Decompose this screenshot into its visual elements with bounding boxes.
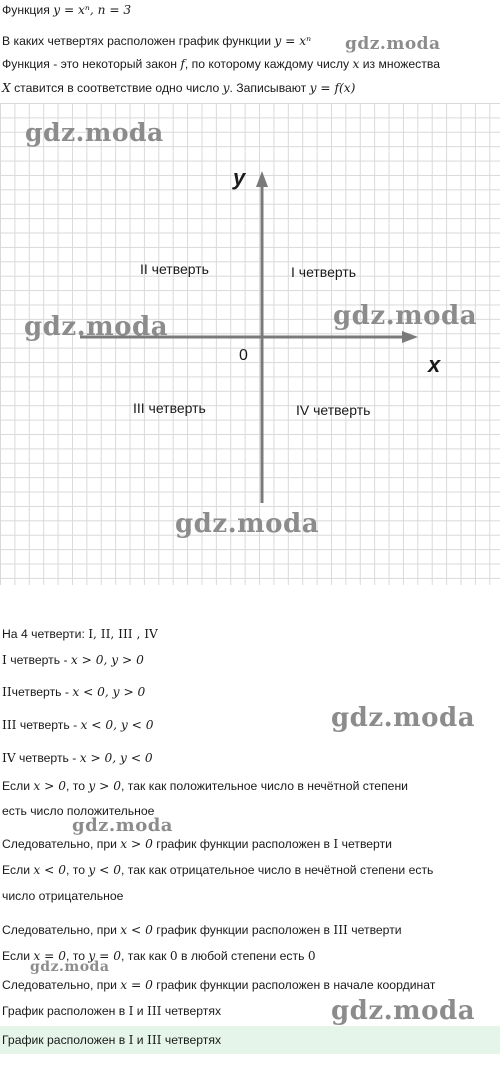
solution-text: четверти <box>347 923 402 937</box>
negative-case-line-2: число отрицательное <box>2 889 124 903</box>
solution-math: x < 0, y < 0 <box>80 718 154 732</box>
graph-location <box>2 1003 221 1019</box>
solution-math: x > 0, y < 0 <box>79 751 153 765</box>
solution-math: III <box>147 1004 162 1018</box>
task-question-text: В каких четвертях расположен график функции <box>2 34 275 48</box>
solution-text: четверть - <box>6 653 71 667</box>
solution-text: четверть - <box>15 751 80 765</box>
watermark: gdz.moda <box>24 312 169 342</box>
quarter-4-condition <box>2 750 153 766</box>
y-axis-arrow <box>256 171 268 187</box>
watermark: gdz.moda <box>25 118 164 147</box>
definition-math: y <box>222 81 230 95</box>
negative-case-line-1 <box>2 862 433 878</box>
solution-math: y > 0 <box>88 779 121 793</box>
solution-math: y < 0 <box>88 863 121 877</box>
conclusion-negative <box>2 922 402 938</box>
quarter-3-condition <box>2 717 153 733</box>
quarter-2-condition <box>2 684 145 700</box>
solution-text: , так как <box>121 949 170 963</box>
origin-label: 0 <box>239 347 248 364</box>
answer-part: четвертях <box>161 1033 222 1047</box>
solution-text: График расположен в <box>2 1004 129 1018</box>
solution-math: x > 0, y > 0 <box>70 653 144 667</box>
solution-math: I, II, III , IV <box>88 627 158 641</box>
solution-text: , так как отрицательное число в нечётной степени есть <box>121 863 434 877</box>
definition-math: f <box>180 57 185 71</box>
solution-text: , то <box>66 863 89 877</box>
solution-math: x < 0 <box>120 923 153 937</box>
task-question-math: y = xⁿ <box>274 34 312 48</box>
solution-math: II <box>2 685 12 699</box>
answer-text <box>2 1032 221 1048</box>
definition-line-1 <box>2 56 440 72</box>
solution-text: , так как положительное число в нечётной степени <box>121 779 408 793</box>
task-title-text: Функция <box>2 3 54 17</box>
answer-part: График расположен в <box>2 1033 129 1047</box>
solution-text: На 4 четверти: <box>2 627 89 641</box>
solution-text: и <box>133 1004 148 1018</box>
solution-text: график функции расположен в <box>152 837 334 851</box>
answer-math: I <box>128 1033 134 1047</box>
definition-math: x <box>352 57 360 71</box>
solution-text: , то <box>66 779 89 793</box>
solution-math: x < 0 <box>33 863 66 877</box>
task-title <box>2 2 131 18</box>
solution-math: 0 <box>307 949 316 963</box>
solution-text: Если <box>2 779 34 793</box>
watermark: gdz.moda <box>345 34 441 54</box>
watermark: gdz.moda <box>333 301 478 331</box>
solution-text: Следовательно, при <box>2 978 121 992</box>
answer-math: III <box>147 1033 162 1047</box>
definition-text: . Записывают <box>229 81 310 95</box>
solution-math: III <box>333 923 348 937</box>
solution-math: x < 0, y > 0 <box>72 685 146 699</box>
watermark: gdz.moda <box>175 509 320 539</box>
watermark: gdz.moda <box>331 703 476 733</box>
x-axis-label: x <box>428 352 441 377</box>
solution-text: Если <box>2 863 34 877</box>
solution-math: 0 <box>169 949 178 963</box>
definition-math: y = f(x) <box>309 81 356 95</box>
solution-math: x = 0 <box>120 978 153 992</box>
quadrant-1-label: I четверть <box>291 264 357 280</box>
definition-math: X <box>2 81 11 95</box>
solution-text: Если <box>2 949 34 963</box>
positive-case-line-1 <box>2 778 408 794</box>
solution-text: график функции расположен в начале координат <box>152 978 436 992</box>
quadrant-3-label: III четверть <box>133 400 206 416</box>
solution-text: четвертях <box>161 1004 222 1018</box>
solution-text: четверть - <box>11 685 73 699</box>
solution-math: x > 0 <box>120 837 153 851</box>
task-question <box>2 33 311 49</box>
solution-text: четверть - <box>16 718 81 732</box>
solution-math: III <box>2 718 17 732</box>
solution-text: четверти <box>338 837 392 851</box>
x-axis-arrow <box>402 331 418 343</box>
solution-math: I <box>2 653 7 667</box>
solution-text: Следовательно, при <box>2 837 121 851</box>
y-axis-label: y <box>233 165 246 190</box>
watermark: gdz.moda <box>72 815 173 836</box>
solution-math: IV <box>2 751 16 765</box>
conclusion-positive <box>2 836 392 852</box>
solution-text: Следовательно, при <box>2 923 121 937</box>
task-title-math: y = xⁿ, n = 3 <box>53 3 132 17</box>
definition-text: из множества <box>359 57 440 71</box>
positive-case-line-2: есть число положительное <box>2 804 155 818</box>
solution-math: I <box>333 837 339 851</box>
answer-part: и <box>133 1033 148 1047</box>
solution-text: в любой степени есть <box>177 949 308 963</box>
solution-text: график функции расположен в <box>152 923 334 937</box>
quarter-1-condition <box>2 652 144 668</box>
watermark: gdz.moda <box>331 996 476 1026</box>
conclusion-zero <box>2 977 435 993</box>
definition-text: Функция - это некоторый закон <box>2 57 181 71</box>
watermark: gdz.moda <box>30 959 110 975</box>
definition-line-2 <box>2 80 355 96</box>
solution-math: y = 0 <box>88 949 121 963</box>
solution-text: , то <box>66 949 89 963</box>
quadrant-2-label: II четверть <box>140 261 209 277</box>
solution-math: x = 0 <box>33 949 66 963</box>
quarters-list <box>2 626 158 642</box>
definition-text: ставится в соответствие одно число <box>10 81 223 95</box>
solution-math: I <box>128 1004 134 1018</box>
solution-math: x > 0 <box>33 779 66 793</box>
quadrant-4-label: IV четверть <box>296 402 371 418</box>
definition-text: , по которому каждому числу <box>184 57 353 71</box>
